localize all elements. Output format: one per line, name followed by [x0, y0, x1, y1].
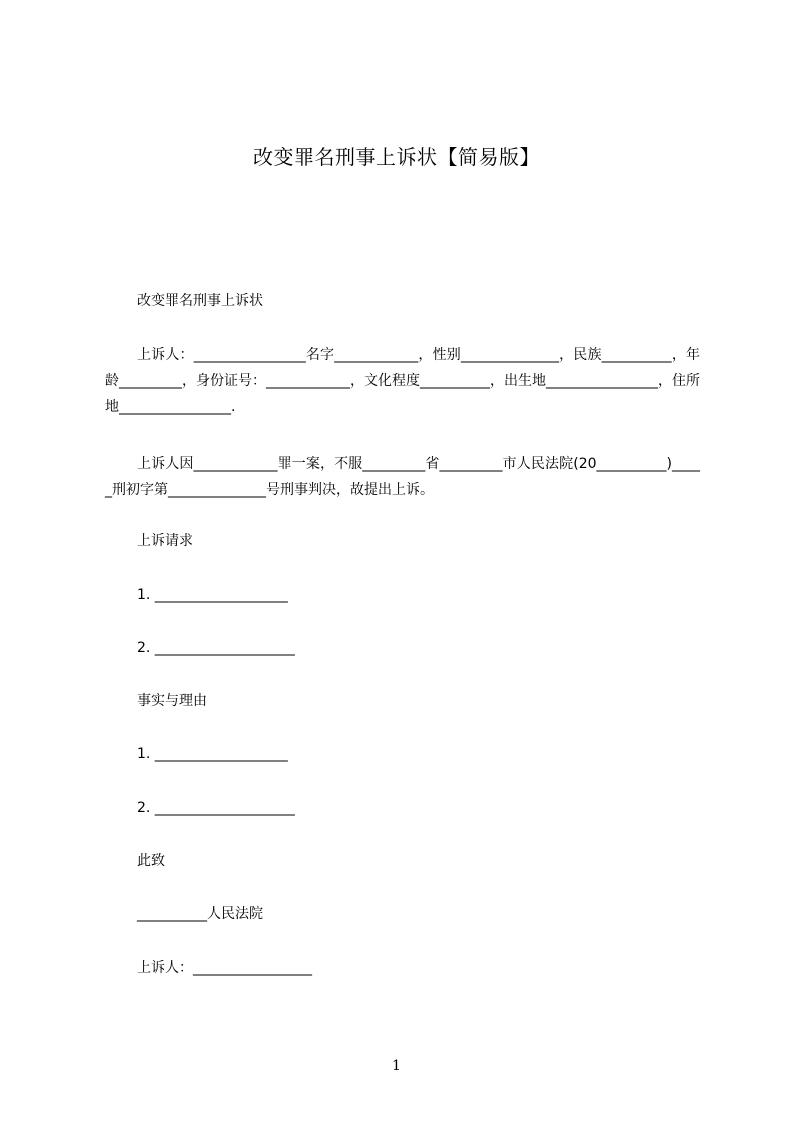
appellant-info-paragraph: 上诉人：________________名字____________，性别______________，民族__________，年龄_________，身份证号：____________，文化程度__________，出生地________________，住所地________________.: [105, 347, 700, 415]
court-line: __________人民法院: [137, 906, 263, 922]
salutation: 此致: [137, 853, 165, 869]
fact-item-2: 2. ____________________: [137, 800, 295, 816]
facts-reasons-heading: 事实与理由: [137, 693, 207, 709]
fact-item-1: 1. ___________________: [137, 746, 288, 762]
document-title: 改变罪名刑事上诉状【简易版】: [253, 145, 540, 169]
appeal-reason-paragraph: 上诉人因____________罪一案，不服_________省_________市人民法院(20__________)_____刑初字第______________号刑事判决，故提出上诉。: [105, 456, 700, 498]
appeal-request-item-1: 1. ___________________: [137, 587, 288, 603]
appeal-requests-heading: 上诉请求: [137, 533, 193, 549]
document-heading: 改变罪名刑事上诉状: [137, 293, 263, 309]
appeal-request-item-2: 2. ____________________: [137, 640, 295, 656]
signature-line: 上诉人：_________________: [137, 960, 312, 976]
page-number: 1: [392, 1058, 401, 1074]
